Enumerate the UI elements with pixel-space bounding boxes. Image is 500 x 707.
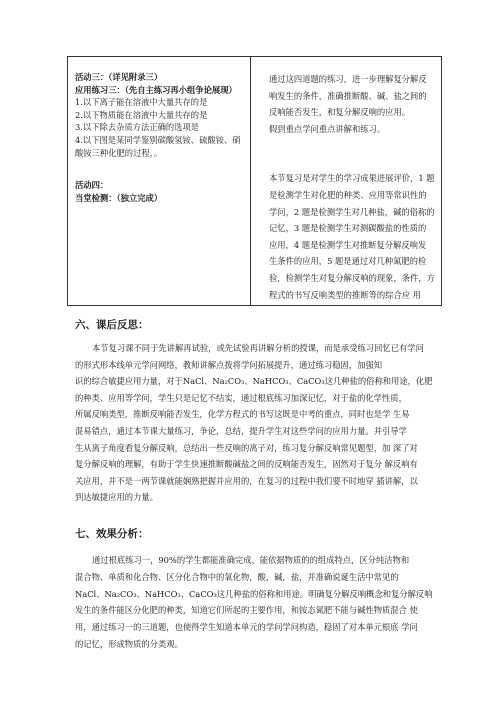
paragraph-line: 生从离子角度看复分解反响，总结出一些反响的离子对，练习复分解反响常见题型，加 深了对 <box>75 442 418 453</box>
intent-line: 假到重点学问重点讲解和练习。 <box>269 123 386 134</box>
paragraph-line: 复分解反响的理解，有助于学生快速推断酸碱盐之间的反响能否发生，固然对于复分 解反响有 <box>75 459 418 470</box>
paragraph-line: 到达敏捷应用的力量。 <box>75 492 158 503</box>
paragraph-line: 通过根底练习一，90%的学生都能准确完成，能依据物质的的组成特点，区分纯洁物和 <box>92 555 410 565</box>
practice-item: 4.以下图是某同学鉴别碳酸氢铵、硫酸铵、硝 <box>75 134 241 145</box>
intent-line: 本节复习是对学生的学习成果进展评价，1 题 <box>269 173 435 184</box>
intent-line: 应用，4 题是检测学生对推断复分解反响发 <box>269 239 427 250</box>
test-heading: 当堂检测：（独立完成） <box>75 192 163 203</box>
intent-column <box>251 57 441 305</box>
paragraph-line: 的记忆，形成物质的分类观。 <box>75 638 183 649</box>
intent-line: 验，检测学生对复分解反响的现象，条件，方 <box>269 272 435 283</box>
intent-line: 是检测学生对化肥的种类、应用等常识性的 <box>269 189 427 200</box>
intent-line: 通过这四道题的练习，进一步理解复分解反 <box>269 74 427 84</box>
section6-title: 六、课后反思： <box>75 319 149 331</box>
activity-column <box>68 57 251 305</box>
intent-line: 学问，2 题是检测学生对几种盐，碱的俗称的 <box>269 206 435 217</box>
section6-paragraph <box>75 340 445 506</box>
paragraph-line: 用，通过练习一的三道题，也使得学生知道本单元的学问学问构造，稳固了对本单元根底 学问 <box>75 622 418 633</box>
section7-paragraph <box>75 552 445 653</box>
paragraph-line: 关应用，并不是一两节课就能娴熟把握并应用的，在复习的过程中我们要不时地穿 插讲解，以 <box>75 475 418 486</box>
intent-line: 程式的书写反响类型的推断等的综合应 用 <box>269 289 421 300</box>
intent-line: 生条件的应用，5 题是通过对几种氮肥的检 <box>269 256 427 267</box>
intent-line: 记忆，3 题是检测学生对测碳酸盐的性质的 <box>269 223 427 234</box>
practice-item: 酸铵三种化肥的过程，。 <box>75 147 163 158</box>
paragraph-line: NaCl、Na₂CO₃、NaHCO₃、CaCO₃这几种盐的俗称和用途。明确复分解反响概念和复分解反响 <box>75 588 433 599</box>
practice3-heading: 应用练习三：（先自主练习再小组争论展现） <box>75 84 237 95</box>
practice-item: 1.以下离子能在溶液中大量共存的是 <box>75 97 208 108</box>
activity3-heading: 活动三：（详见附录三） <box>75 72 163 82</box>
practice-item: 3.以下除去杂质方法正确的选项是 <box>75 122 200 133</box>
paragraph-line: 混易错点，通过本节课大量练习，争论，总结，提升学生对这些学问的应用力量。并引导学 <box>75 425 407 436</box>
paragraph-line: 的形式形本线单元学问网络，教师讲解点拨将学问拓展提升，通过练习稳固，加强知 <box>75 359 382 370</box>
paragraph-line: 本节复习课不同于先讲解再试验，或先试验再讲解分析的授课，而是承受练习回忆已有学问 <box>92 343 424 353</box>
practice-item: 2.以下物质能在溶液中大量共存的是 <box>75 109 208 120</box>
intent-line: 响发生的条件，准确推断酸、碱、盐之间的 <box>269 90 427 101</box>
paragraph-line: 混合物、单质和化合物、区分化合物中的氧化物，酸，碱，盐，并准确说诞生活中常见的 <box>75 571 399 582</box>
activity4-heading: 活动四： <box>75 180 109 191</box>
paragraph-line: 所属反响类型，推断反响能否发生，化学方程式的书写这既是中考的重点，同时也是学 生易 <box>75 409 410 420</box>
paragraph-line: 发生的条件能区分化肥的种类，知道它们所起的主要作用，和铵态氮肥不能与碱性物质混合 使 <box>75 605 418 616</box>
lesson-table <box>67 56 442 306</box>
intent-line: 反响能否发生，和复分解反响的应用。 <box>269 107 411 118</box>
section7-title: 七、效果分析： <box>75 528 149 540</box>
paragraph-line: 的种类、应用等学问，学生只是记忆不结实，通过根底练习加深记忆，对于盐的化学性质， <box>75 392 407 403</box>
paragraph-line: 识的综合敏捷应用力量，对于NaCl、Na₂CO₃、NaHCO₃、CaCO₃这几种盐的俗称和用途，化肥 <box>75 376 433 387</box>
